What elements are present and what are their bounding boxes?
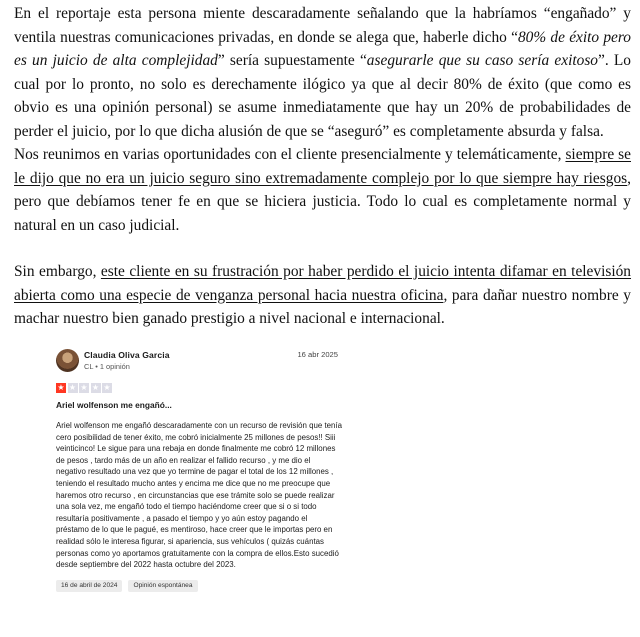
star-rating xyxy=(56,383,346,393)
text-run: ” sería supuestamente “ xyxy=(217,52,367,69)
avatar xyxy=(56,349,79,372)
review-header xyxy=(56,349,346,375)
spontaneous-review-tag: Opinión espontánea xyxy=(128,580,197,592)
text-run: , para dañar nuestro nombre y machar nuestro bien ganado prestigio a nivel nacional e internacional. xyxy=(14,286,631,327)
star-icon: ★ xyxy=(57,383,65,392)
text-run: Nos reunimos en varias oportunidades con el cliente presencialmente y telemáticamente, xyxy=(14,146,566,163)
underlined-text: este cliente en su frustración por haber perdido el juicio intenta difamar en televisión abierta como una especie de venganza personal hacia nuestra oficina xyxy=(14,263,632,304)
paragraph-3 xyxy=(14,260,631,331)
paragraph-1 xyxy=(14,2,631,143)
underlined-text: siempre se le dijo que no era un juicio seguro sino extremadamente complejo por lo que siempre hay riesgos xyxy=(14,146,631,187)
review-body: Ariel wolfenson me engañó descaradamente con un recurso de revisión que tenía cero posibilidad de tener éxito, me cobró inicialmente 25 millones de pesos!! Siii veinticinco! Le sigue para una rebaja en donde finalmente me cobró 12 millones de pesos , tardo más de un año en realizar el fallido recurso , y me dio el negativo resultado una vez que yo termine de pagar el total de los 12 millones , teniendo el resultado mucho antes y encima me dice que no me preocupe que haremos otro recurso , en circunstancias que ese trámite solo se puede realizar una sola vez, me engañó todo el tiempo haciéndome creer que si o si todo resultaría positivamente , a pasado el tiempo y yo aún estoy pagando el préstamo de lo que le pagué, es mentiroso, hace creer que le importas pero en realidad sólo le interesa figurar, si apariencia, sus vehículos ( quizás cuántas personas como yo aportamos gratuitamente con la compra de ellos.Esto sucedió desde septiembre del 2022 hasta octubre del 2023. xyxy=(56,421,342,570)
paragraph-2 xyxy=(14,143,631,237)
star-icon: ★ xyxy=(68,383,77,392)
text-run: , pero que debíamos tener fe en que se hiciera justicia. Todo lo cual es completamente normal y natural en un caso judicial. xyxy=(14,169,631,234)
star-icon: ★ xyxy=(80,383,88,392)
text-run: ”. Lo cual por lo pronto, no solo es derechamente ilógico ya que al decir 80% de éxito (que como es obvio es una opinión personal) se asume inmediatamente que hay un 20% de probabilidades de perder el juicio, por lo que dicha alusión de que se “aseguró” es completamente absurda y falsa. xyxy=(14,52,631,140)
review-card xyxy=(56,349,346,592)
review-tags xyxy=(56,580,346,592)
text-run: En el reportaje esta persona miente descaradamente señalando que la habríamos “engañado” y ventila nuestras comunicaciones privadas, en donde se alega que, haberle dicho “ xyxy=(14,5,631,46)
italic-quote: asegurarle que su caso sería exitoso xyxy=(366,52,599,69)
review-title: Ariel wolfenson me engañó... xyxy=(56,400,172,410)
document-text xyxy=(14,2,631,331)
experience-date-tag: 16 de abril de 2024 xyxy=(56,580,122,592)
star-icon: ★ xyxy=(91,383,100,392)
review-date: 16 abr 2025 xyxy=(297,350,338,359)
star-icon: ★ xyxy=(103,383,111,392)
reviewer-name: Claudia Oliva Garcia xyxy=(84,350,170,360)
italic-quote: 80% de éxito pero es un juicio de alta complejidad xyxy=(14,28,631,69)
text-run: Sin embargo, xyxy=(14,263,101,280)
reviewer-meta: CL • 1 opinión xyxy=(84,362,130,371)
